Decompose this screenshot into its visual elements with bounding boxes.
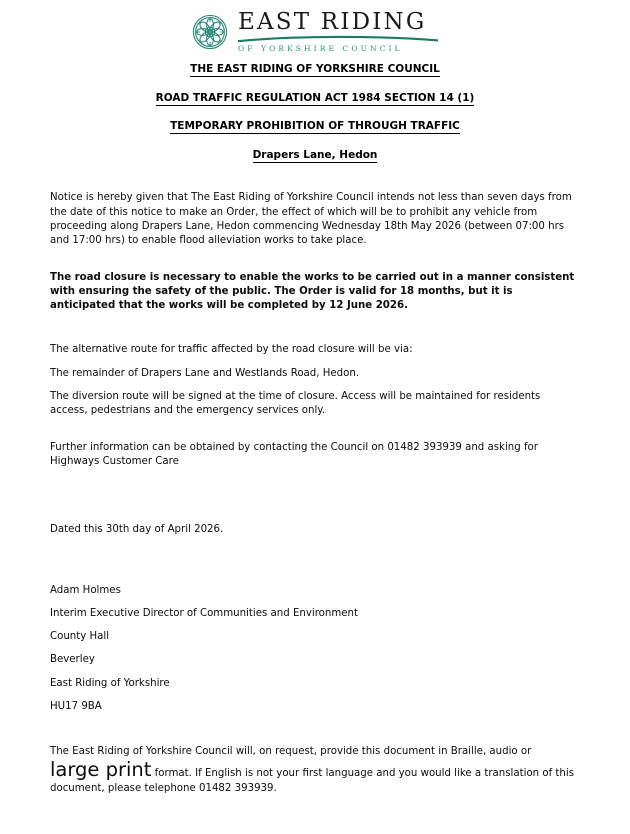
wordmark-sub-text: OF YORKSHIRE COUNCIL [238, 44, 403, 54]
document-body [50, 161, 580, 796]
dated-line: Dated this 30th day of April 2026. [50, 524, 224, 536]
signatory-block [50, 584, 580, 715]
spacer [50, 381, 580, 390]
diversion-note: The diversion route will be signed at the time of closure. Access will be maintained for residents access, pedestrians and the emergency services only. [50, 391, 541, 417]
spacer [50, 714, 580, 744]
heading-subject-text: Drapers Lane, Hedon [252, 148, 378, 161]
closure-reason-paragraph: The road closure is necessary to enable the works to be carried out in a manner consistent with ensuring the safety of the public. The Order is valid for 18 months, but it is anticipated that the works will be completed by 12 June 2026. [50, 271, 575, 312]
signatory-name: Adam Holmes [50, 584, 121, 596]
large-print-emphasis: large print [50, 757, 152, 781]
accessibility-text-part1: The East Riding of Yorkshire Council will, on request, provide this document in Braille, audio or [50, 746, 532, 758]
accessibility-text-part2: format. If English is not your first language and you would like a translation of this document, please telephone 01482 393939. [50, 767, 575, 795]
logo-lockup [192, 11, 438, 53]
spacer [50, 358, 580, 367]
heading-council [0, 63, 630, 76]
spacer [50, 249, 580, 271]
signatory-title: Interim Executive Director of Communities and Environment [50, 607, 358, 619]
heading-prohibition [0, 120, 630, 133]
document-headings [0, 63, 630, 161]
wordmark-main-text: EAST RIDING [238, 9, 427, 36]
swoosh-divider-icon [238, 35, 438, 44]
spacer [50, 538, 580, 584]
further-information: Further information can be obtained by contacting the Council on 01482 393939 and asking for Highways Customer Care [50, 441, 538, 467]
heading-council-text: THE EAST RIDING OF YORKSHIRE COUNCIL [190, 63, 440, 75]
spacer [50, 469, 580, 523]
spacer [50, 313, 580, 343]
accessibility-statement [50, 744, 580, 797]
alt-route-detail: The remainder of Drapers Lane and Westlands Road, Hedon. [50, 367, 360, 379]
heading-act-text: ROAD TRAFFIC REGULATION ACT 1984 SECTION 14 (1) [155, 91, 475, 104]
address-beverley: Beverley [50, 654, 95, 666]
heading-act [0, 92, 630, 105]
wordmark [238, 11, 438, 53]
spacer [50, 419, 580, 441]
celtic-rosette-icon [192, 14, 228, 50]
spacer [50, 161, 580, 191]
address-postcode: HU17 9BA [50, 701, 102, 713]
heading-prohibition-text: TEMPORARY PROHIBITION OF THROUGH TRAFFIC [170, 120, 460, 133]
alt-route-intro: The alternative route for traffic affected by the road closure will be via: [50, 344, 413, 356]
notice-paragraph: Notice is hereby given that The East Riding of Yorkshire Council intends not less than seven days from the date of this notice to make an Order, the effect of which will be to prohibit any vehicle from proceeding along Drapers Lane, Hedon commencing Wednesday 18th May 2026 (between 07:00 hrs and 17:00 hrs) to enable flood alleviation works to take place. [50, 192, 572, 247]
address-county-hall: County Hall [50, 631, 110, 643]
council-logo-header [0, 0, 630, 54]
heading-subject [0, 149, 630, 162]
address-east-riding: East Riding of Yorkshire [50, 677, 170, 689]
